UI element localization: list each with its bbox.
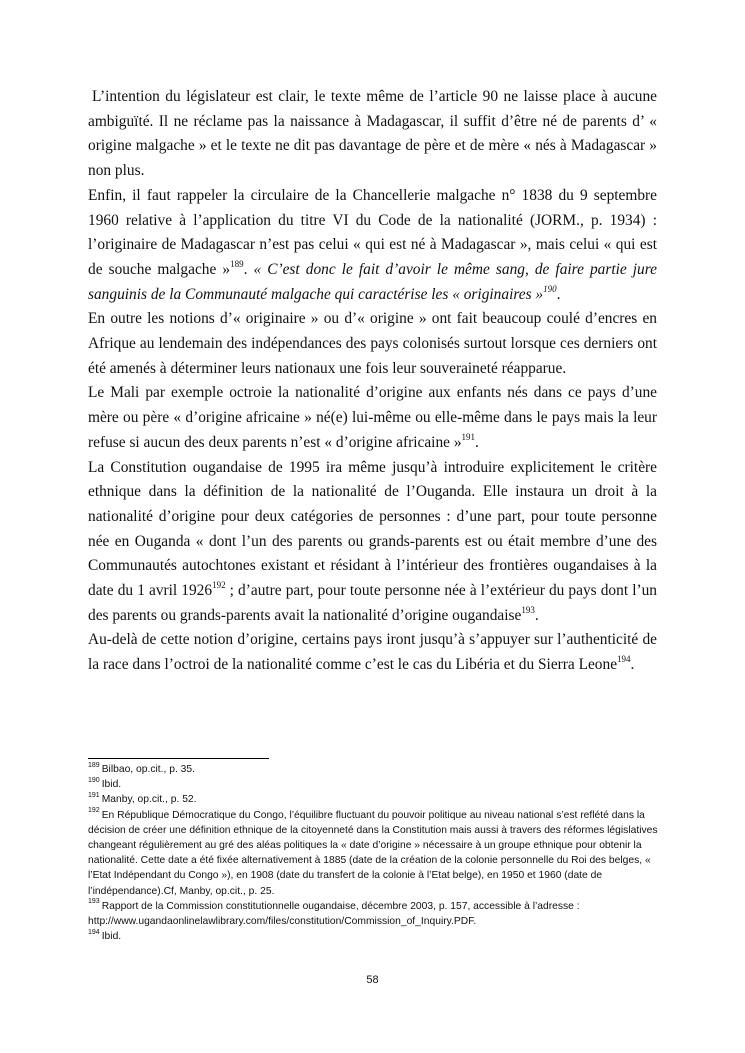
paragraph-liberia-sierra-leone: Au-delà de cette notion d’origine, certains pays iront jusqu’à s’appuyer sur l’authenticité de la race dans l’octroi de la nationalité comme c’est le cas du Libéria et du Sierra Leone$^{194}$. bbox=[88, 631, 657, 674]
page-number: 58 bbox=[366, 974, 379, 986]
footnote-ref-194[interactable]: 194 bbox=[617, 654, 631, 665]
footnote-191: $^{191}$ Manby, op.cit., p. 52. bbox=[88, 791, 197, 806]
paragraph-mali: Le Mali par exemple octroie la nationalité d’origine aux enfants nés dans ce pays d’une mère ou père « d’origine africaine » né(e) lui-même ou elle-même dans le pays mais la leur refuse si aucun des deux parents n’est « d’origine africaine »$^{191}$. bbox=[88, 384, 657, 451]
paragraph-notions-origine: En outre les notions d’« originaire » ou d’« origine » ont fait beaucoup coulé d’encres en Afrique au lendemain des indépendances des pays colonisés surtout lorsque ces derniers ont été amenés à déterminer leurs nationaux une fois leur souveraineté réapparue. bbox=[88, 310, 657, 377]
footnote-194: $^{194}$ Ibid. bbox=[88, 928, 122, 943]
footnote-ref-192[interactable]: 192 bbox=[212, 579, 226, 590]
italic-quote: « C’est donc le fait d’avoir le même sang, de faire partie jure sanguinis de la Communauté malgache qui caractérise les « originaires » bbox=[88, 260, 657, 303]
footnote-190: $^{190}$ Ibid. bbox=[88, 776, 122, 791]
footnote-193: $^{193}$ Rapport de la Commission constitutionnelle ougandaise, décembre 2003, p. 157, accessible à l’adresse : http://www.ugandaonlinelawlibrary.com/files/constitution/Commission_of_Inquiry.PDF. bbox=[88, 898, 580, 928]
paragraph-article-90: L’intention du législateur est clair, le texte même de l’article 90 ne laisse place à aucune ambiguïté. Il ne réclame pas la naissance à Madagascar, il suffit d’être né de parents d’ « origine malgache » et le texte ne dit pas davantage de père et de mère « nés à Madagascar » non plus. bbox=[88, 88, 657, 180]
paragraph-ouganda: La Constitution ougandaise de 1995 ira même jusqu’à introduire explicitement le critère ethnique dans la définition de la nationalité de l’Ouganda. Elle instaura un droit à la nationalité d’origine pour deux catégories de personnes : d’une part, pour toute personne née en Ouganda « dont l’un des parents ou grands-parents est ou était membre d’une des Communautés autochtones existant et résidant à l’intérieur des frontières ougandaises à la date du 1 avril 1926$^{192}$ ; d’autre part, pour toute personne née à l’extérieur du pays dont l’un des parents ou grands-parents avait la nationalité d’origine ougandaise$^{193}$. bbox=[88, 458, 657, 624]
footnote-separator bbox=[88, 758, 269, 759]
footnote-ref-190[interactable]: 190 bbox=[543, 283, 557, 294]
footnote-ref-193[interactable]: 193 bbox=[521, 604, 535, 615]
footnote-ref-191[interactable]: 191 bbox=[461, 431, 476, 442]
footnote-189: $^{189}$ Bilbao, op.cit., p. 35. bbox=[88, 761, 195, 775]
footnote-ref-189[interactable]: 189 bbox=[230, 258, 244, 269]
paragraph-circulaire: Enfin, il faut rappeler la circulaire de la Chancellerie malgache n° 1838 du 9 septembre 1960 relative à l’application du titre VI du Code de la nationalité (JORM., p. 1934) : l’originaire de Madagascar n’est pas celui « qui est né à Madagascar », mais celui « qui est de souche malgache »$^{189}$. « C’est donc le fait d’avoir le même sang, de faire partie jure sanguinis de la Communauté malgache qui caractérise les « originaires »$^{190}$. bbox=[88, 186, 657, 303]
footnotes bbox=[88, 762, 658, 944]
body-text bbox=[88, 85, 657, 678]
footnote-192: $^{192}$ En République Démocratique du Congo, l’équilibre fluctuant du pouvoir politique au niveau national s’est reflété dans la décision de créer une définition ethnique de la citoyenneté dans la Constitution mais aussi à travers des réformes législatives changeant régulièrement au gré des aléas politiques la « date d’origine » nécessaire à un groupe ethnique pour obtenir la nationalité. Cette date a été fixée alternativement à 1885 (date de la création de la colonie personnelle du Roi des belges, « l’Etat Indépendant du Congo »), en 1908 (date du transfert de la colonie à l’Etat belge), en 1950 et 1960 (date de l’indépendance).Cf, Manby, op.cit., p. 25. bbox=[88, 807, 658, 897]
